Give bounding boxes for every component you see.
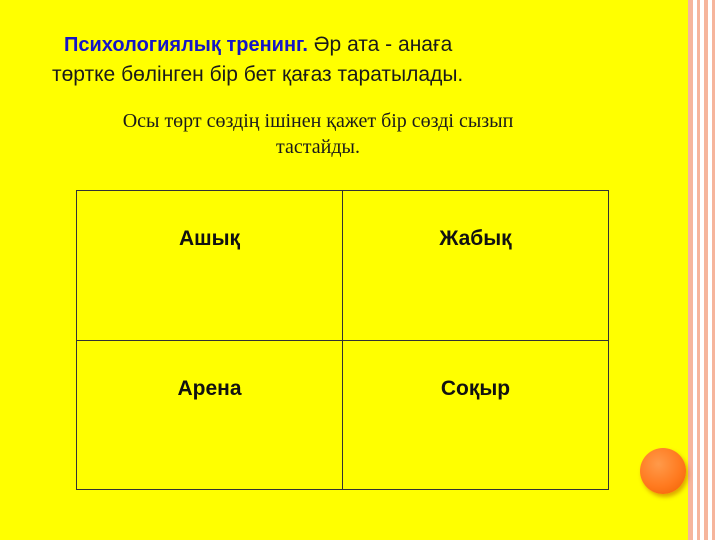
- grid-row: [77, 340, 609, 490]
- grid-row: [77, 191, 609, 341]
- word-grid: [76, 190, 609, 490]
- decorative-stripe: [712, 0, 715, 540]
- grid-cell-word: Ашық: [178, 227, 241, 250]
- decorative-stripe: [697, 0, 700, 540]
- grid-cell-word: Арена: [177, 376, 242, 400]
- grid-cell: [343, 340, 609, 490]
- title-highlight: Психологиялық тренинг.: [64, 34, 308, 56]
- title-line-1-rest: Әр ата - анаға: [307, 33, 453, 56]
- grid-cell: [77, 340, 343, 490]
- grid-cell-word: Жабық: [439, 227, 512, 250]
- title-line-2-text: төртке бөлінген бір бет қағаз таратылады.: [52, 63, 464, 86]
- orange-circle-decoration: [640, 448, 686, 494]
- instruction-line-2: тастайды.: [276, 136, 360, 158]
- grid-cell: [77, 191, 343, 341]
- decorative-stripe: [704, 0, 708, 540]
- grid-cell: [343, 191, 609, 341]
- decorative-stripe: [688, 0, 693, 540]
- instruction-line-1: Осы төрт сөздің ішінен қажет бір сөзді сызып: [122, 110, 514, 132]
- instruction-text: [58, 108, 578, 160]
- grid-cell-word: Соқыр: [440, 376, 511, 400]
- title-line-2: [52, 57, 612, 92]
